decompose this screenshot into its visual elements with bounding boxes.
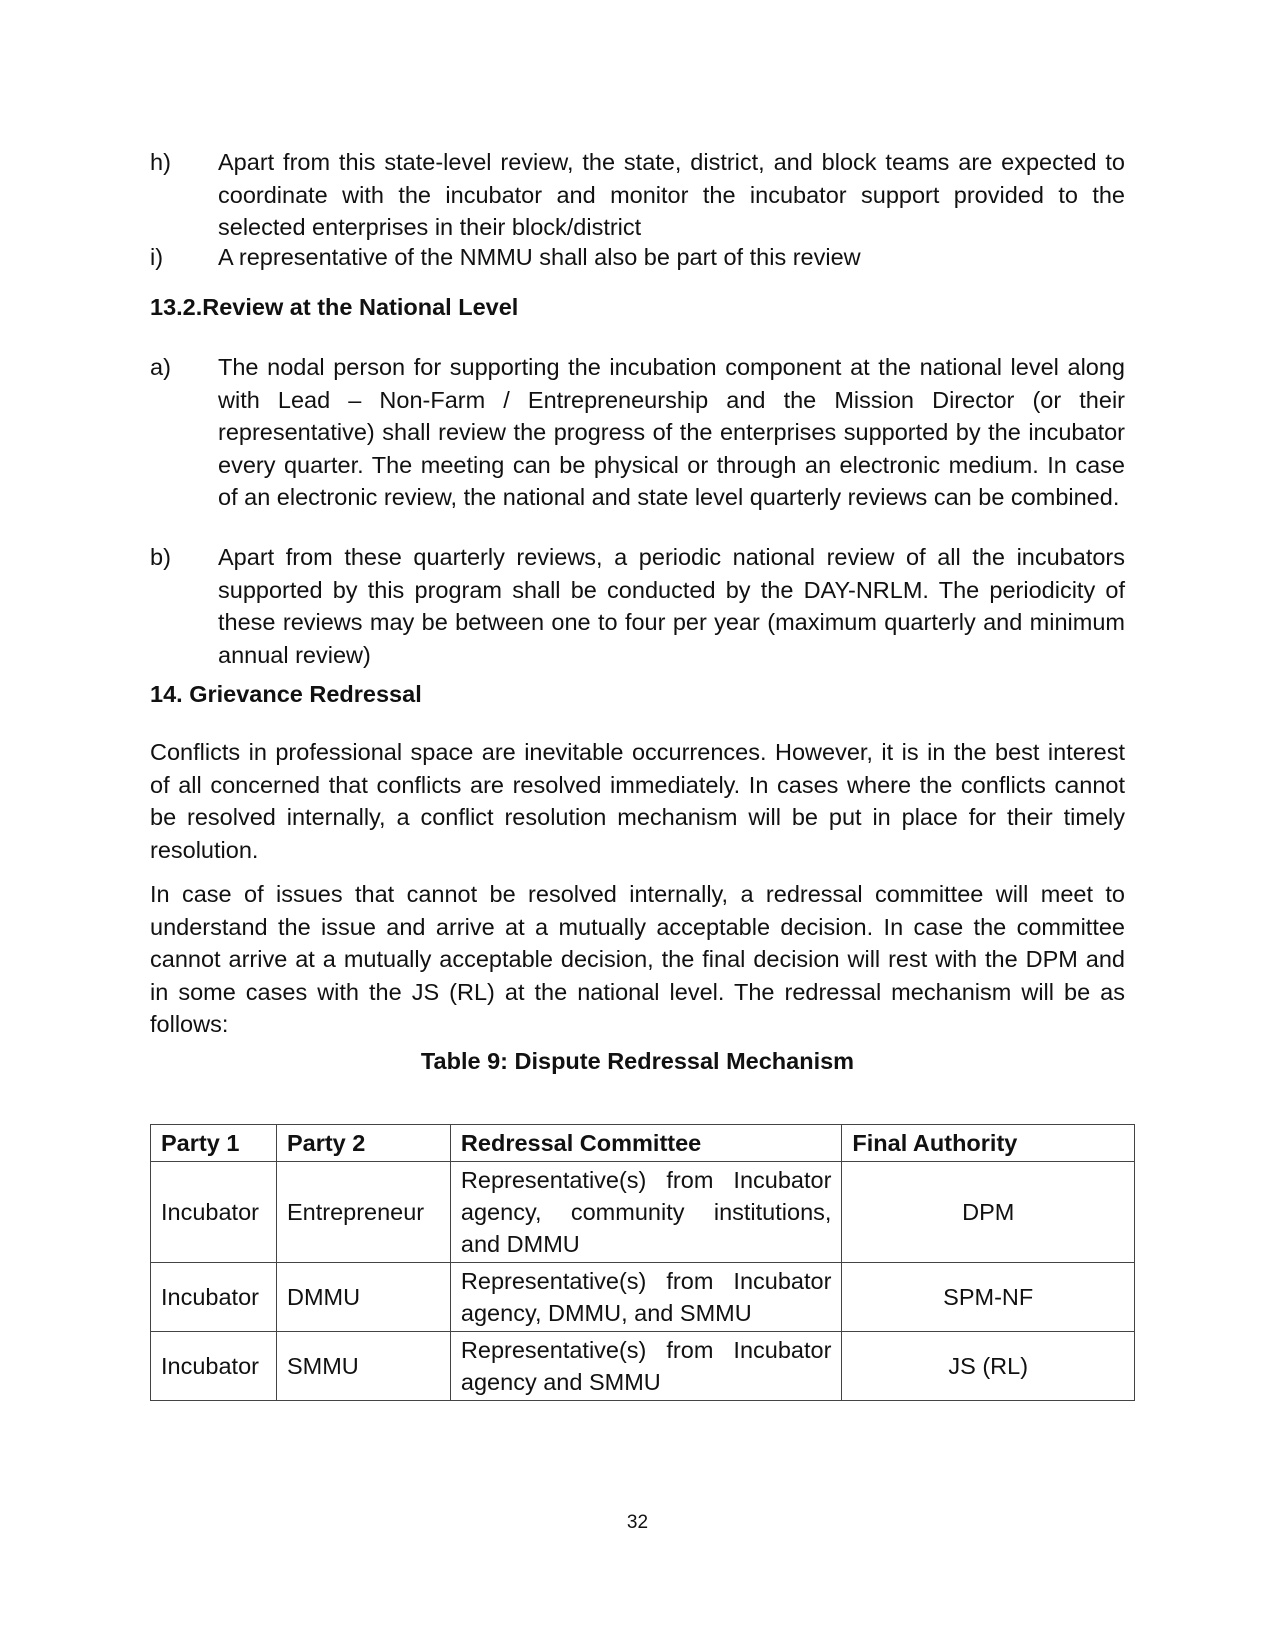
page-number: 32 bbox=[626, 1512, 649, 1533]
header-party-2: Party 2 bbox=[276, 1125, 450, 1162]
cell-final-authority: JS (RL) bbox=[842, 1332, 1135, 1401]
list-marker: i) bbox=[150, 244, 164, 270]
cell-redressal-committee: Representative(s) from Incubator agency and SMMU bbox=[450, 1332, 842, 1401]
paragraph-redressal: In case of issues that cannot be resolved internally, a redressal committee will meet to understand the issue and arrive at a mutually acceptable decision. In case the committee cannot arrive at a mutually acceptable decision, the final decision will rest with the DPM and in some cases with the JS (RL) at the national level. The redressal mechanism will be as follows: bbox=[150, 881, 1125, 1037]
list-text: Apart from this state-level review, the state, district, and block teams are expected to coordinate with the incubator and monitor the incubator support provided to the selected enterprises in their block/district bbox=[218, 149, 1125, 240]
header-redressal-committee: Redressal Committee bbox=[450, 1125, 842, 1162]
cell-party-2: DMMU bbox=[276, 1263, 450, 1332]
list-item-a bbox=[150, 351, 1125, 514]
list-item-h bbox=[150, 146, 1125, 244]
table-header-row bbox=[151, 1125, 1135, 1162]
cell-party-1: Incubator bbox=[151, 1332, 277, 1401]
list-marker: b) bbox=[150, 544, 171, 570]
cell-party-2: SMMU bbox=[276, 1332, 450, 1401]
cell-redressal-committee: Representative(s) from Incubator agency, community institutions, and DMMU bbox=[450, 1162, 842, 1263]
table-caption: Table 9: Dispute Redressal Mechanism bbox=[420, 1048, 855, 1074]
list-item-b bbox=[150, 541, 1125, 671]
header-party-1: Party 1 bbox=[151, 1125, 277, 1162]
cell-redressal-committee: Representative(s) from Incubator agency, DMMU, and SMMU bbox=[450, 1263, 842, 1332]
list-text: A representative of the NMMU shall also be part of this review bbox=[218, 244, 861, 270]
table-row bbox=[151, 1162, 1135, 1263]
table-row bbox=[151, 1332, 1135, 1401]
list-item-i bbox=[150, 241, 1125, 274]
table-row bbox=[151, 1263, 1135, 1332]
cell-party-2: Entrepreneur bbox=[276, 1162, 450, 1263]
section-heading-14: 14. Grievance Redressal bbox=[150, 681, 422, 707]
list-marker: h) bbox=[150, 149, 171, 175]
cell-final-authority: DPM bbox=[842, 1162, 1135, 1263]
paragraph-conflicts: Conflicts in professional space are inevitable occurrences. However, it is in the best interest of all concerned that conflicts are resolved immediately. In cases where the conflicts cannot be resolved internally, a conflict resolution mechanism will be put in place for their timely resolution. bbox=[150, 739, 1125, 863]
header-final-authority: Final Authority bbox=[842, 1125, 1135, 1162]
section-heading-13-2: 13.2.Review at the National Level bbox=[150, 294, 519, 320]
list-text: The nodal person for supporting the incubation component at the national level along with Lead – Non-Farm / Entrepreneurship and the Mission Director (or their representative) shall review the progress of the enterprises supported by the incubator every quarter. The meeting can be physical or through an electronic medium. In case of an electronic review, the national and state level quarterly reviews can be combined. bbox=[218, 354, 1125, 510]
cell-party-1: Incubator bbox=[151, 1263, 277, 1332]
cell-party-1: Incubator bbox=[151, 1162, 277, 1263]
cell-final-authority: SPM-NF bbox=[842, 1263, 1135, 1332]
list-marker: a) bbox=[150, 354, 171, 380]
list-text: Apart from these quarterly reviews, a periodic national review of all the incubators supported by this program shall be conducted by the DAY-NRLM. The periodicity of these reviews may be between one to four per year (maximum quarterly and minimum annual review) bbox=[218, 544, 1125, 668]
dispute-redressal-table bbox=[150, 1124, 1135, 1401]
